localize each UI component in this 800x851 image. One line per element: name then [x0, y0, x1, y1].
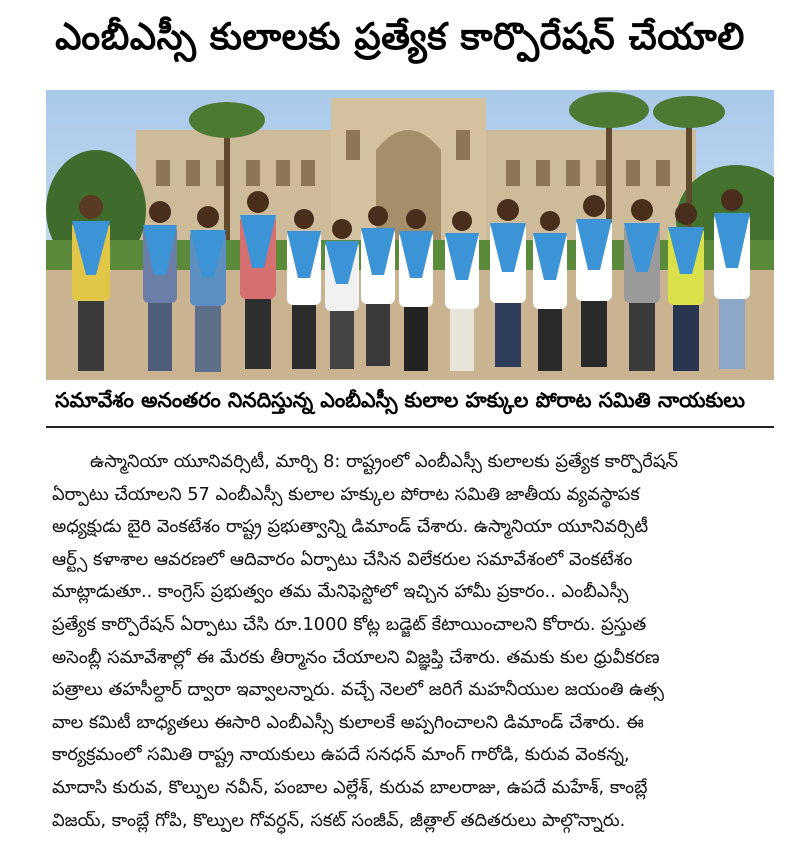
- article-line: విజయ్, కాంబ్లే గోపి, కొల్పుల గోవర్ధన్, సకట్ సంజీవ్, జీత్లాల్ తదితరులు పాల్గొన్నారు.: [52, 809, 626, 831]
- article-body: [52, 446, 774, 837]
- article-line: కార్యక్రమంలో సమితి రాష్ట్ర నాయకులు ఉపదే సనధన్ మాంగ్ గారోడి, కురువ వెంకన్న,: [52, 744, 630, 766]
- photo-caption: సమావేశం అనంతరం నినదిస్తున్న ఎంబీఎస్సీ కులాల హక్కుల పోరాట సమితి నాయకులు: [55, 387, 745, 412]
- article-line: మాదాసి కురువ, కొల్పుల నవీన్, పంబాల ఎల్లేశ్, కురువ బాలరాజు, ఉపదే మహేశ్, కాంబ్లే: [52, 776, 648, 798]
- article-line: ఆర్ట్స్ కళాశాల ఆవరణలో ఆదివారం ఏర్పాటు చేసిన విలేకరుల సమావేశంలో వెంకటేశం: [52, 548, 633, 570]
- group-photo: [46, 90, 774, 380]
- article-line: ప్రత్యేక కార్పొరేషన్ ఏర్పాటు చేసి రూ.1000 కోట్ల బడ్జెట్ కేటాయించాలని కోరారు. ప్రస్తుత: [52, 613, 647, 635]
- article-line: మాట్లాడుతూ.. కాంగ్రెస్ ప్రభుత్వం తమ మేనిఫెస్టోలో ఇచ్చిన హామీ ప్రకారం.. ఎంబీఎస్సీ: [52, 581, 629, 603]
- article-line: ఏర్పాటు చేయాలని 57 ఎంబీఎస్సీ కులాల హక్కుల పోరాట సమితి జాతీయ వ్యవస్థాపక: [52, 483, 640, 505]
- group-photo-icon: [46, 90, 774, 380]
- article-line: వాల కమిటీ బాధ్యతలు ఈసారి ఎంబీఎస్సీ కులాలకే అప్పగించాలని డిమాండ్ చేశారు. ఈ: [52, 711, 644, 733]
- article-line: అధ్యక్షుడు బైరి వెంకటేశం రాష్ట్ర ప్రభుత్వాన్ని డిమాండ్ చేశారు. ఉస్మానియా యూనివర్సిటీ: [52, 516, 649, 538]
- article-line: ఉస్మానియా యూనివర్సిటీ, మార్చి 8: రాష్ట్రంలో ఎంబీఎస్సీ కులాలకు ప్రత్యేక కార్పొరేషన్: [90, 451, 679, 472]
- article-line: పత్రాలు తహసీల్దార్ ద్వారా ఇవ్వాలన్నారు. వచ్చే నెలలో జరిగే మహనీయుల జయంతి ఉత్స: [52, 679, 665, 701]
- divider: [46, 426, 774, 428]
- headline: ఎంబీఎస్సీ కులాలకు ప్రత్యేక కార్పొరేషన్ చేయాలి: [55, 15, 745, 58]
- article-line: అసెంబ్లీ సమావేశాల్లో ఈ మేరకు తీర్మానం చేయాలని విజ్ఞప్తి చేశారు. తమకు కుల ధ్రువీకరణ: [52, 646, 660, 668]
